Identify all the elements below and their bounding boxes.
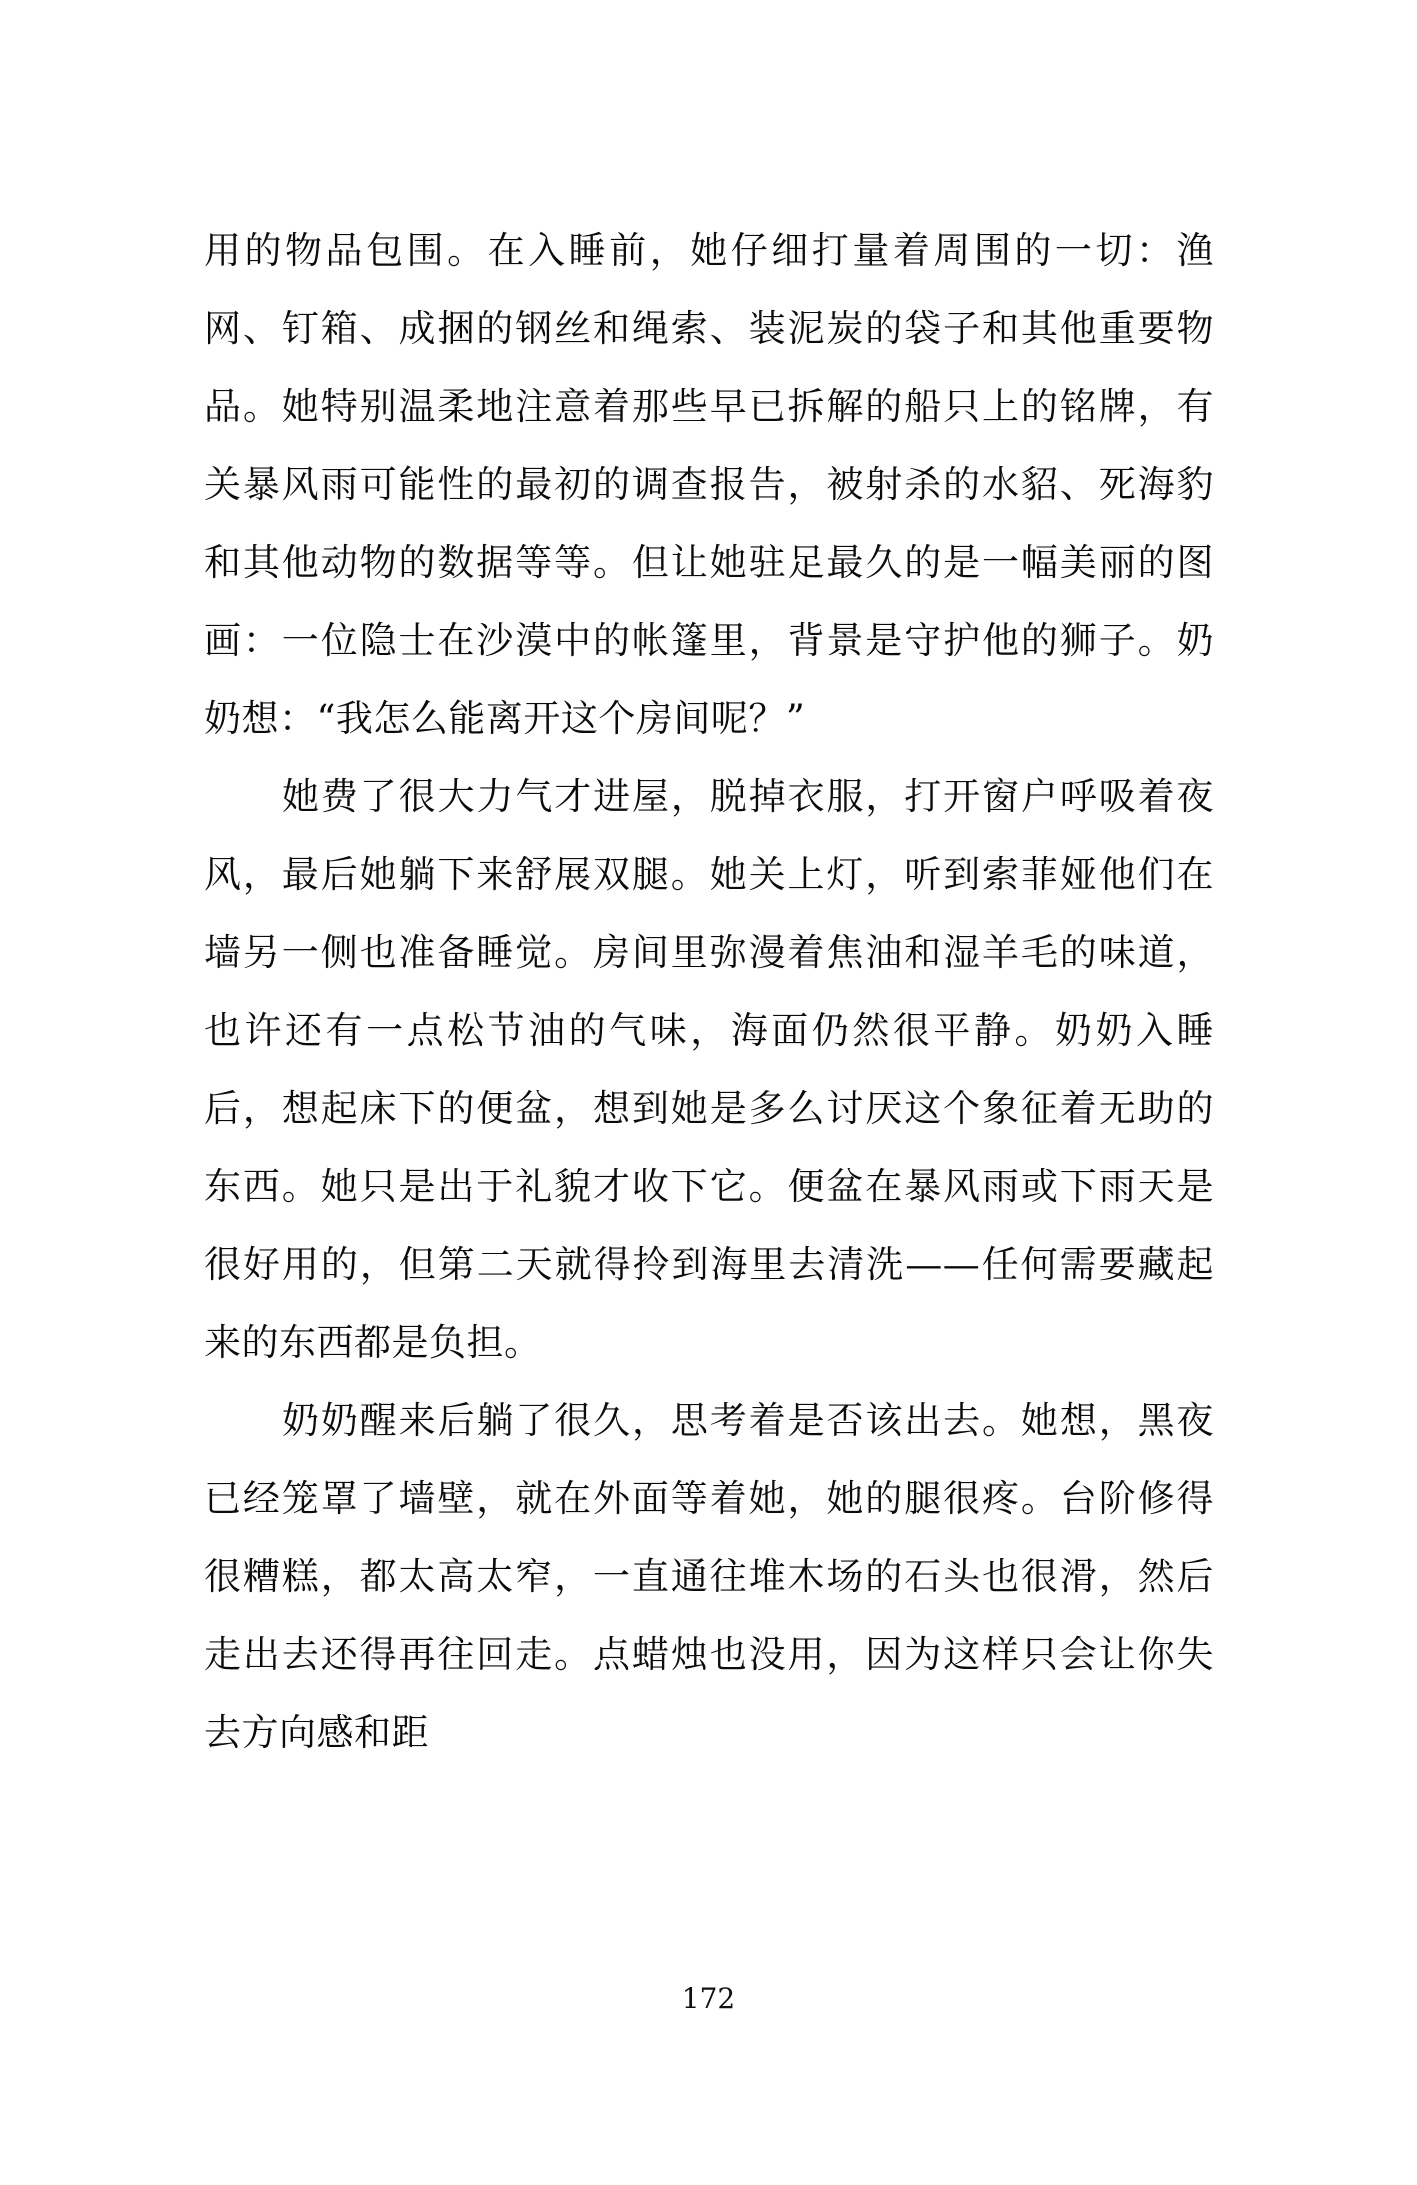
- body-text-column: [204, 212, 1214, 1772]
- paragraph: 她费了很大力气才进屋，脱掉衣服，打开窗户呼吸着夜风，最后她躺下来舒展双腿。她关上灯，听到索菲娅他们在墙另一侧也准备睡觉。房间里弥漫着焦油和湿羊毛的味道，也许还有一点松节油的气味，海面仍然很平静。奶奶入睡后，想起床下的便盆，想到她是多么讨厌这个象征着无助的东西。她只是出于礼貌才收下它。便盆在暴风雨或下雨天是很好用的，但第二天就得拎到海里去清洗——任何需要藏起来的东西都是负担。: [204, 775, 1214, 1364]
- paragraph: 奶奶醒来后躺了很久，思考着是否该出去。她想，黑夜已经笼罩了墙壁，就在外面等着她，她的腿很疼。台阶修得很糟糕，都太高太窄，一直通往堆木场的石头也很滑，然后走出去还得再往回走。点蜡烛也没用，因为这样只会让你失去方向感和距: [204, 1399, 1214, 1754]
- paragraph: 用的物品包围。在入睡前，她仔细打量着周围的一切：渔网、钉箱、成捆的钢丝和绳索、装泥炭的袋子和其他重要物品。她特别温柔地注意着那些早已拆解的船只上的铭牌，有关暴风雨可能性的最初的调查报告，被射杀的水貂、死海豹和其他动物的数据等等。但让她驻足最久的是一幅美丽的图画：一位隐士在沙漠中的帐篷里，背景是守护他的狮子。奶奶想：“我怎么能离开这个房间呢？”: [204, 229, 1214, 740]
- page-number: 172: [681, 1982, 736, 2015]
